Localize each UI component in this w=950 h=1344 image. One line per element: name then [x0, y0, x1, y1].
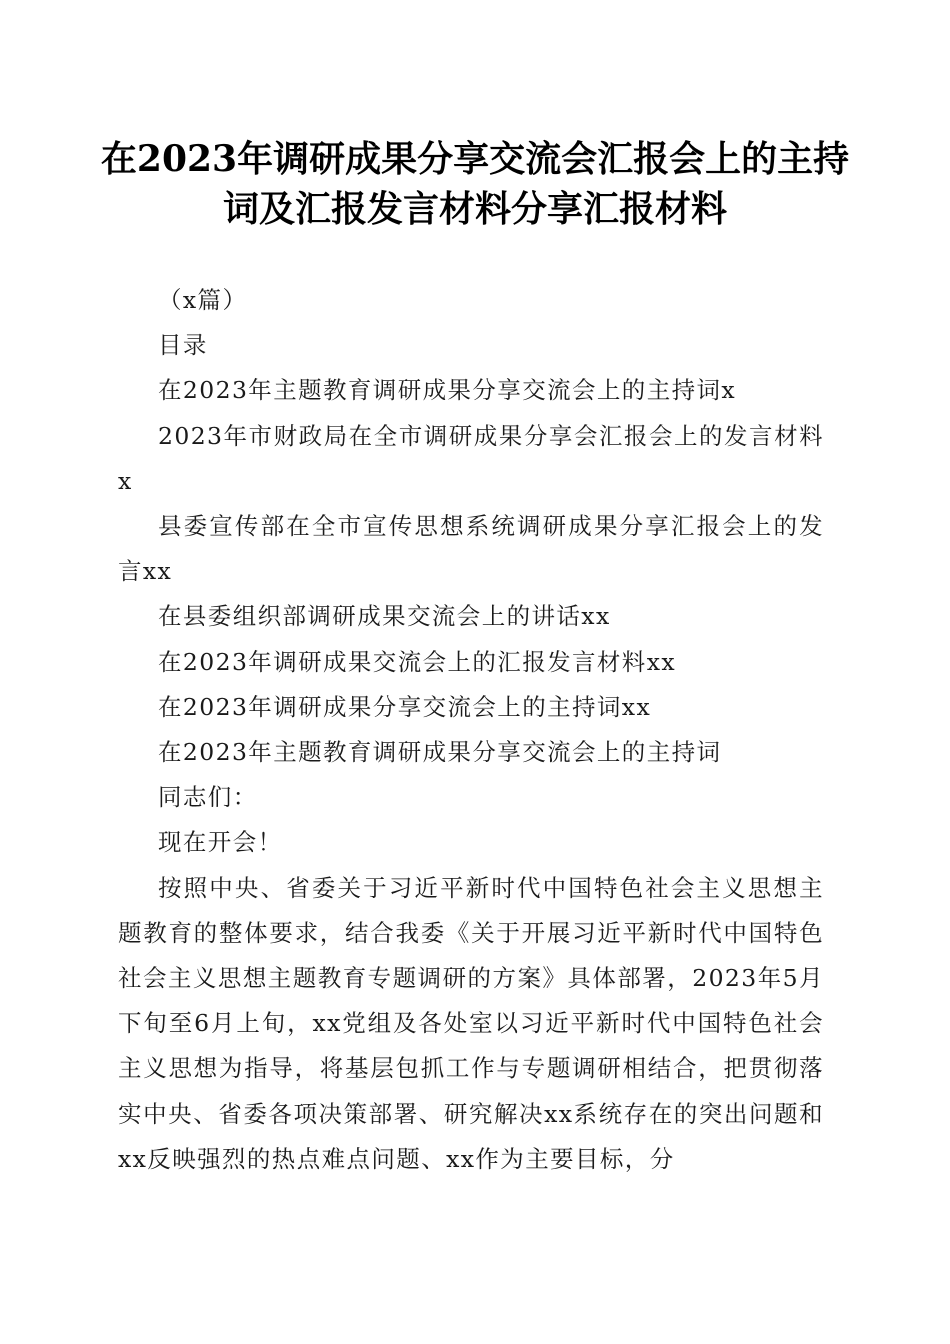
- section-title: 在2023年主题教育调研成果分享交流会上的主持词: [158, 738, 722, 767]
- document-body: [118, 278, 824, 1182]
- salutation: 同志们：: [158, 783, 258, 812]
- body-paragraph: 按照中央、省委关于习近平新时代中国特色社会主义思想主题教育的整体要求，结合我委《关于开展习近平新时代中国特色社会主义思想主题教育专题调研的方案》具体部署，2023年5月下旬至6月上旬，xx党组及各处室以习近平新时代中国特色社会主义思想为指导，将基层包抓工作与专题调研相结合，把贯彻落实中央、省委各项决策部署、研究解决xx系统存在的突出问题和xx反映强烈的热点难点问题、xx作为主要目标，分: [118, 873, 824, 1173]
- toc-heading: 目录: [158, 331, 208, 360]
- toc-item: 县委宣传部在全市宣传思想系统调研成果分享汇报会上的发言xx: [118, 512, 824, 586]
- count-note: （x篇）: [158, 286, 248, 314]
- toc-item: 在县委组织部调研成果交流会上的讲话xx: [158, 602, 611, 631]
- opening-line: 现在开会！: [158, 828, 283, 857]
- toc-item: 在2023年调研成果交流会上的汇报发言材料xx: [158, 647, 677, 676]
- toc-item: 2023年市财政局在全市调研成果分享会汇报会上的发言材料x: [118, 421, 824, 495]
- toc-item: 在2023年调研成果分享交流会上的主持词xx: [158, 692, 652, 721]
- document-title: 在2023年调研成果分享交流会汇报会上的主持词及汇报发言材料分享汇报材料: [100, 138, 850, 230]
- toc-item: 在2023年主题教育调研成果分享交流会上的主持词x: [158, 376, 737, 405]
